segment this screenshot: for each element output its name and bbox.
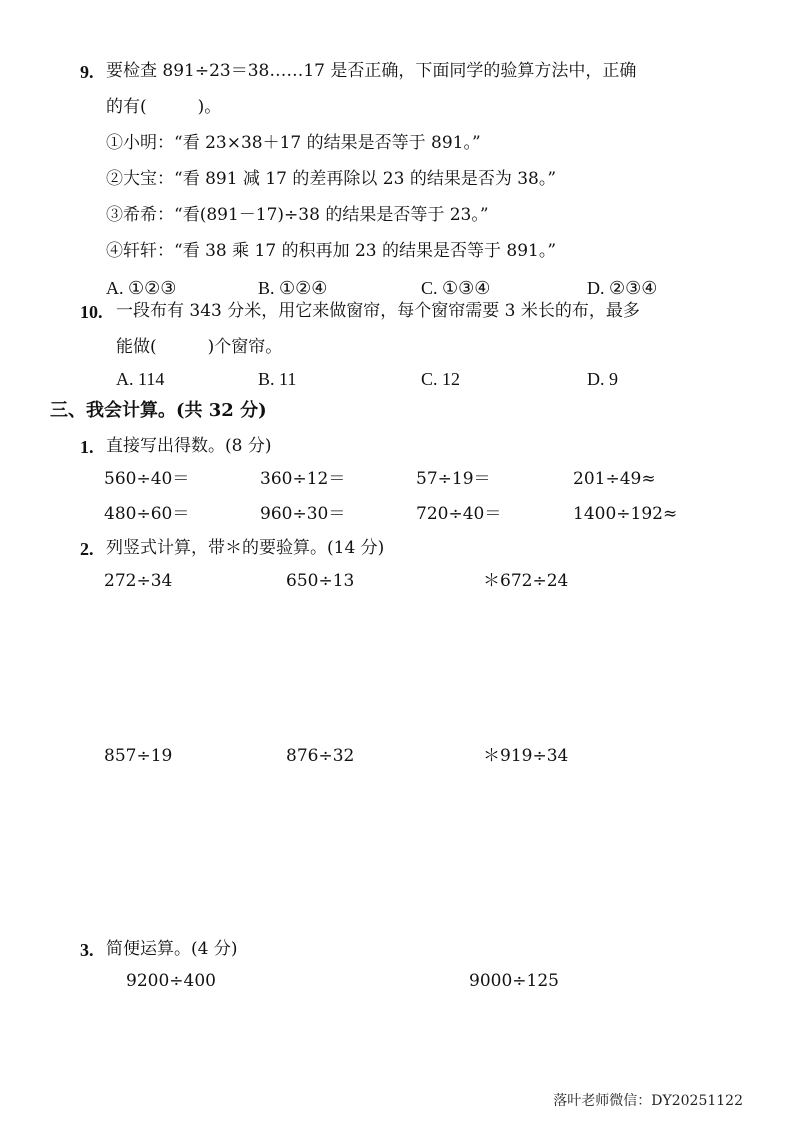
vertical-item-4: 857÷19 [104,746,173,766]
mental-item-1: 560÷40＝ [104,469,190,489]
part2-number: 2. [80,539,94,559]
q9-statement-1: ①小明：“看 23×38＋17 的结果是否等于 891。” [106,133,481,153]
q10-number: 10. [80,302,103,322]
part2-title: 列竖式计算，带＊的要验算。(14 分) [106,538,385,558]
section-3-title: 三、我会计算。(共 32 分) [50,400,267,421]
simplify-item-2: 9000÷125 [469,971,559,991]
vertical-item-2: 650÷13 [286,571,355,591]
part3-title: 简便运算。(4 分) [106,939,238,959]
q10-stem-line2: 能做( )个窗帘。 [116,337,283,357]
q9-statement-2: ②大宝：“看 891 减 17 的差再除以 23 的结果是否为 38。” [106,169,557,189]
vertical-item-1: 272÷34 [104,571,173,591]
vertical-item-5: 876÷32 [286,746,355,766]
mental-item-5: 480÷60＝ [104,504,190,524]
mental-item-8: 1400÷192≈ [573,504,678,524]
q10-option-d: D. 9 [587,369,618,389]
q9-statement-4: ④轩轩：“看 38 乘 17 的积再加 23 的结果是否等于 891。” [106,241,557,261]
q9-option-d: D. ②③④ [587,278,658,298]
vertical-item-6: ＊919÷34 [483,746,569,766]
part1-number: 1. [80,437,94,457]
q9-option-b: B. ①②④ [258,278,328,298]
part3-number: 3. [80,940,94,960]
q10-option-b: B. 11 [258,369,297,389]
mental-item-2: 360÷12＝ [260,469,346,489]
mental-item-7: 720÷40＝ [416,504,502,524]
q9-number: 9. [80,62,94,82]
q10-option-c: C. 12 [421,369,461,389]
q9-option-c: C. ①③④ [421,278,491,298]
footer-watermark: 落叶老师微信：DY20251122 [553,1093,743,1109]
part1-title: 直接写出得数。(8 分) [106,436,272,456]
mental-item-3: 57÷19＝ [416,469,491,489]
q9-stem-line1: 要检查 891÷23＝38……17 是否正确，下面同学的验算方法中，正确 [106,61,637,81]
q10-stem-line1: 一段布有 343 分米，用它来做窗帘，每个窗帘需要 3 米长的布，最多 [116,301,640,321]
simplify-item-1: 9200÷400 [126,971,216,991]
vertical-item-3: ＊672÷24 [483,571,569,591]
mental-item-4: 201÷49≈ [573,469,656,489]
q10-option-a: A. 114 [116,369,165,389]
mental-item-6: 960÷30＝ [260,504,346,524]
q9-stem-line2: 的有( )。 [106,97,222,117]
q9-statement-3: ③希希：“看(891－17)÷38 的结果是否等于 23。” [106,205,489,225]
q9-option-a: A. ①②③ [106,278,177,298]
